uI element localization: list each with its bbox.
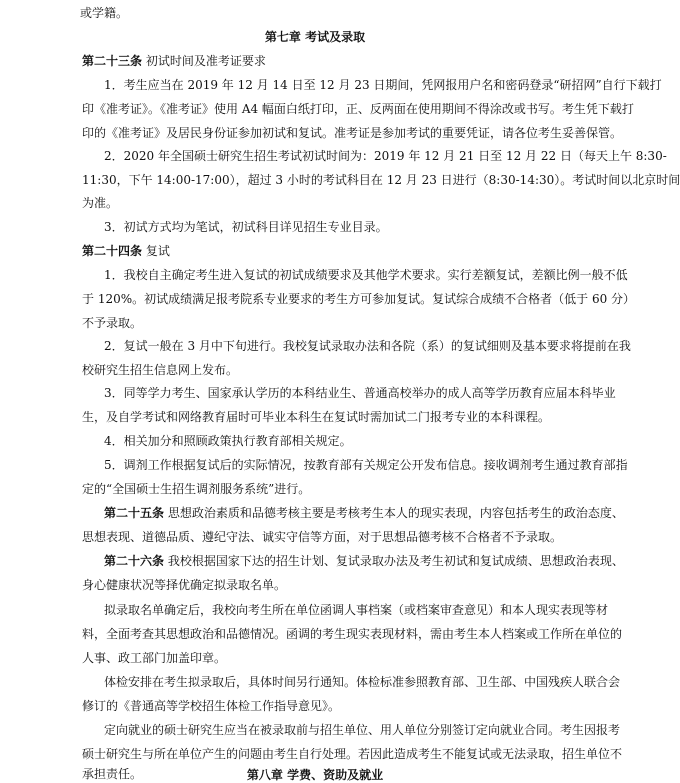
text-line: 4．相关加分和照顾政策执行教育部相关规定。 [104,434,352,448]
text-line: 定的“全国硕士生招生调剂服务系统”进行。 [82,482,311,496]
text-line: 思想表现、道德品质、遵纪守法、诚实守信等方面，对于思想品德考核不合格者不予录取。 [82,530,563,544]
article-26-paragraph [104,553,624,569]
text-line: 11:30，下午 14:00-17:00），超过 3 小时的考试科目在 12 月 23 日进行（8:30-14:30）。考试时间以北京时间 [82,173,680,187]
text-line: 于 120%。初试成绩满足报考院系专业要求的考生方可参加复试。复试综合成绩不合格者（低于 60 分） [82,292,636,306]
text-line: 为准。 [82,196,119,210]
article-title: 初试时间及准考证要求 [145,54,266,68]
article-24-heading [82,243,582,259]
text-line: 校研究生招生信息网上发布。 [82,363,239,377]
text-line: 3．初试方式均为笔试，初试科目详见招生专业目录。 [104,220,388,234]
article-number: 第二十六条 [104,554,165,568]
article-number: 第二十五条 [104,506,165,520]
text-line: 承担责任。 [82,767,143,781]
text-line: 印《准考证》。《准考证》使用 A4 幅面白纸打印，正、反两面在使用期间不得涂改或书写。考生凭下载打 [82,102,634,116]
article-title: 复试 [145,244,170,258]
text-line: 拟录取名单确定后，我校向考生所在单位函调人事档案（或档案审查意见）和本人现实表现等材 [104,603,609,617]
article-text: 我校根据国家下达的招生计划、复试录取办法及考生初试和复试成绩、思想政治表现、 [167,554,624,568]
article-23-heading [82,53,582,69]
text-line: 5．调剂工作根据复试后的实际情况，按教育部有关规定公开发布信息。接收调剂考生通过教育部指 [104,458,628,472]
text-line: 3．同等学力考生、国家承认学历的本科结业生、普通高校举办的成人高等学历教育应届本科毕业 [104,386,616,400]
text-line: 1．我校自主确定考生进入复试的初试成绩要求及其他学术要求。实行差额复试，差额比例一般不低 [104,268,628,282]
article-number: 第二十四条 [82,244,143,258]
text-line: 修订的《普通高等学校招生体检工作指导意见》。 [82,699,341,713]
text-line: 定向就业的硕士研究生应当在被录取前与招生单位、用人单位分别签订定向就业合同。考生因报考 [104,723,621,737]
article-text: 思想政治素质和品德考核主要是考核考生本人的现实表现，内容包括考生的政治态度、 [167,506,624,520]
chapter-8-heading: 第八章 学费、资助及就业 [246,768,384,782]
text-line: 印的《准考证》及居民身份证参加初试和复试。准考证是参加考试的重要凭证，请各位考生妥善保管。 [82,126,623,140]
text-line: 生，及自学考试和网络教育届时可毕业本科生在复试时需加试二门报考专业的本科课程。 [82,410,551,424]
text-line: 料，全面考查其思想政治和品德情况。函调的考生现实表现材料，需由考生本人档案或工作所在单位的 [82,627,623,641]
text-line: 或学籍。 [80,6,129,20]
text-line: 1．考生应当在 2019 年 12 月 14 日至 12 月 23 日期间，凭网报用户名和密码登录“研招网”自行下载打 [104,78,662,92]
article-25-paragraph [104,505,624,521]
text-line: 身心健康状况等择优确定拟录取名单。 [82,578,287,592]
text-line: 2．2020 年全国硕士研究生招生考试初试时间为：2019 年 12 月 21 日至 12 月 22 日（每天上午 8:30- [104,149,667,163]
text-line: 2．复试一般在 3 月中下旬进行。我校复试录取办法和各院（系）的复试细则及基本要求将提前在我 [104,339,631,353]
text-line: 硕士研究生与所在单位产生的问题由考生自行处理。若因此造成考生不能复试或无法录取，招生单位不 [82,747,623,761]
chapter-7-heading: 第七章 考试及录取 [264,30,366,44]
article-number: 第二十三条 [82,54,143,68]
text-line: 人事、政工部门加盖印章。 [82,651,227,665]
text-line: 体检安排在考生拟录取后，具体时间另行通知。体检标准参照教育部、卫生部、中国残疾人联合会 [104,675,621,689]
text-line: 不予录取。 [82,316,143,330]
